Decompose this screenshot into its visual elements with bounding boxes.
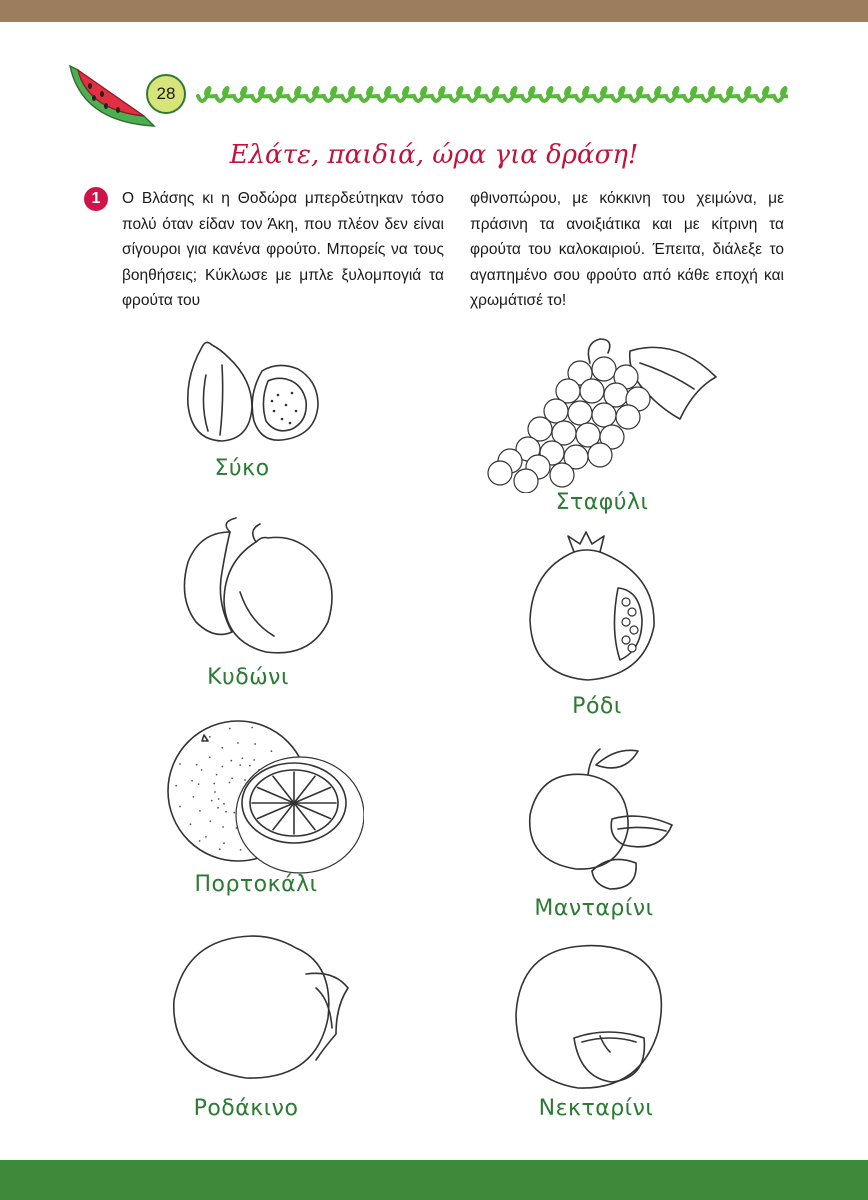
- peel-dot: [191, 780, 193, 782]
- peel-dot: [216, 774, 218, 776]
- peel-dot: [229, 782, 231, 784]
- peel-dot: [209, 756, 211, 758]
- vine-divider: [196, 80, 788, 108]
- peel-dot: [211, 800, 213, 802]
- peel-dot: [230, 760, 232, 762]
- peel-dot: [179, 763, 181, 765]
- page-title: Ελάτε, παιδιά, ώρα για δράση!: [229, 140, 639, 170]
- peel-dot: [240, 849, 242, 851]
- peel-dot: [205, 836, 207, 838]
- peel-dot: [199, 810, 201, 812]
- grape-berry: [592, 357, 616, 381]
- peel-dot: [193, 796, 195, 798]
- quince-icon: [170, 512, 340, 662]
- peel-dot: [201, 769, 203, 771]
- peel-dot: [199, 840, 201, 842]
- peel-dot: [241, 757, 243, 759]
- peel-dot: [198, 783, 200, 785]
- exercise-number-badge: 1: [84, 187, 108, 211]
- pomegranate-icon: [522, 530, 662, 690]
- top-band: [0, 0, 868, 22]
- peel-dot: [231, 777, 233, 779]
- peel-dot: [214, 791, 216, 793]
- fruit-label-pomegranate: Ρόδι: [572, 694, 622, 719]
- watermelon-icon: [64, 60, 160, 140]
- peel-dot: [254, 743, 256, 745]
- grape-berry: [550, 463, 574, 487]
- peel-dot: [237, 742, 239, 744]
- peel-dot: [249, 765, 251, 767]
- peel-dot: [229, 728, 231, 730]
- grape-berry: [588, 443, 612, 467]
- peel-dot: [217, 807, 219, 809]
- orange-icon: [164, 715, 364, 875]
- peel-dot: [221, 747, 223, 749]
- peach-icon: [166, 930, 366, 1090]
- fruit-label-orange: Πορτοκάλι: [194, 872, 318, 897]
- peel-dot: [190, 823, 192, 825]
- peel-dot: [209, 736, 211, 738]
- mandarin-icon: [520, 745, 690, 895]
- grape-berry: [514, 469, 538, 493]
- peel-dot: [223, 803, 225, 805]
- peel-dot: [251, 727, 253, 729]
- nectarine-icon: [508, 942, 678, 1102]
- grape-berry: [592, 403, 616, 427]
- peel-dot: [179, 806, 181, 808]
- peel-dot: [225, 811, 227, 813]
- peel-dot: [271, 750, 273, 752]
- fruit-label-fig: Σύκο: [214, 456, 270, 481]
- peel-dot: [218, 798, 220, 800]
- fruit-label-mandarin: Μανταρίνι: [534, 896, 654, 921]
- peel-dot: [222, 766, 224, 768]
- fruit-label-grapes: Σταφύλι: [555, 490, 649, 515]
- peel-dot: [209, 820, 211, 822]
- peel-dot: [253, 759, 255, 761]
- peel-dot: [239, 764, 241, 766]
- bottom-band: [0, 1160, 868, 1200]
- grape-berry: [580, 379, 604, 403]
- grape-berry: [488, 461, 512, 485]
- instructions-right: φθινοπώρου, με κόκκινη του χειμώνα, με πράσινη τα ανοιξιάτικα και με κίτρινη τα φρούτα του καλοκαιριού. Έπειτα, διάλεξε το αγαπημένο σου φρούτο από κάθε εποχή και χρωμάτισέ το!: [470, 190, 784, 309]
- peel-dot: [222, 826, 224, 828]
- peel-dot: [223, 842, 225, 844]
- fig-icon: [172, 335, 332, 455]
- grape-berry: [568, 401, 592, 425]
- peel-dot: [213, 783, 215, 785]
- peel-dot: [196, 764, 198, 766]
- fruit-label-nectarine: Νεκταρίνι: [538, 1096, 654, 1121]
- instructions-left: Ο Βλάσης κι η Θοδώρα μπερδεύτηκαν τόσο πολύ όταν είδαν τον Άκη, που πλέον δεν είναι σίγουροι για κανένα φρούτο. Μπορείς να τους βοηθήσεις; Κύκλωσε με μπλε ξυλομπογιά τα φρούτα του: [122, 190, 444, 309]
- grape-berry: [616, 405, 640, 429]
- peel-dot: [175, 785, 177, 787]
- peel-dot: [219, 848, 221, 850]
- peel-dot: [244, 779, 246, 781]
- fruit-label-peach: Ροδάκινο: [193, 1096, 299, 1121]
- fruit-label-quince: Κυδώνι: [207, 665, 289, 690]
- peel-dot: [233, 812, 235, 814]
- page-number-badge: 28: [146, 74, 186, 114]
- grapes-icon: [480, 333, 730, 493]
